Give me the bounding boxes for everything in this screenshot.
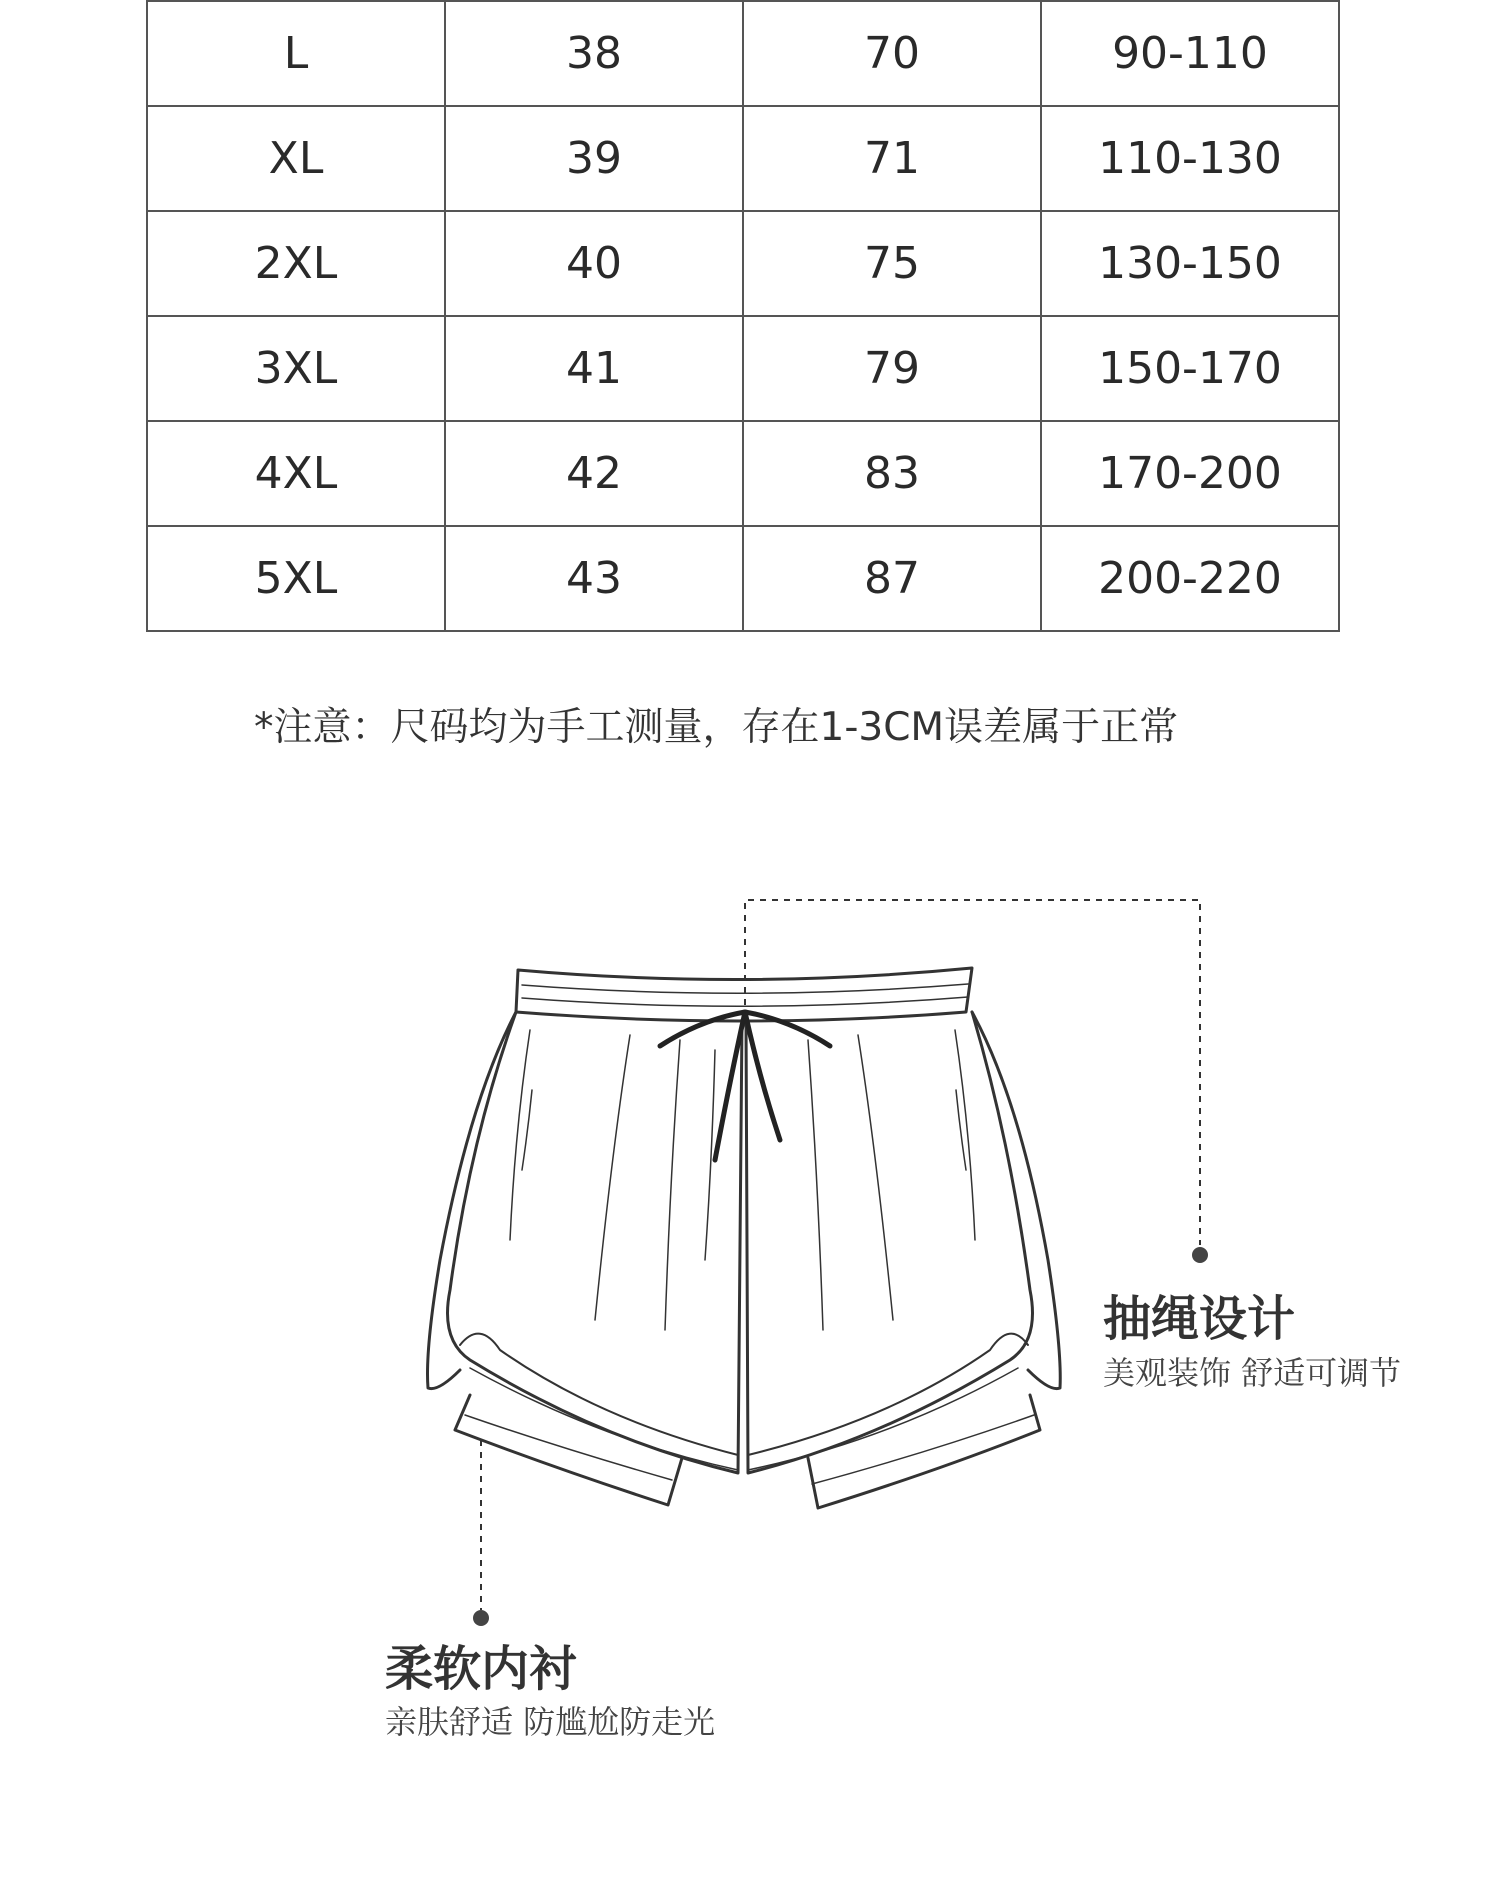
measurement-note: *注意：尺码均为手工测量，存在1-3CM误差属于正常	[254, 705, 1179, 750]
table-row	[147, 316, 1339, 421]
table-cell: 87	[743, 526, 1041, 631]
table-row	[147, 1, 1339, 106]
table-cell: 75	[743, 211, 1041, 316]
drawstring-callout-subtitle: 美观装饰 舒适可调节	[1103, 1354, 1402, 1392]
table-cell-size: 3XL	[147, 316, 445, 421]
table-cell: 200-220	[1041, 526, 1339, 631]
table-cell: 42	[445, 421, 743, 526]
table-cell: 71	[743, 106, 1041, 211]
table-cell: 39	[445, 106, 743, 211]
table-cell-size: 4XL	[147, 421, 445, 526]
table-row	[147, 211, 1339, 316]
table-cell: 170-200	[1041, 421, 1339, 526]
table-cell: 70	[743, 1, 1041, 106]
lining-callout-subtitle: 亲肤舒适 防尴尬防走光	[385, 1703, 716, 1741]
callout-dot-icon	[1192, 1247, 1208, 1263]
table-cell: 90-110	[1041, 1, 1339, 106]
table-cell: 38	[445, 1, 743, 106]
size-table	[146, 0, 1340, 632]
drawstring-callout-title: 抽绳设计	[1103, 1291, 1296, 1347]
table-row	[147, 106, 1339, 211]
table-row	[147, 421, 1339, 526]
table-row	[147, 526, 1339, 631]
table-cell: 110-130	[1041, 106, 1339, 211]
table-cell: 150-170	[1041, 316, 1339, 421]
table-cell: 79	[743, 316, 1041, 421]
table-cell: 130-150	[1041, 211, 1339, 316]
table-cell-size: 5XL	[147, 526, 445, 631]
table-cell: 83	[743, 421, 1041, 526]
lining-callout-title: 柔软内衬	[385, 1641, 578, 1697]
table-cell-size: XL	[147, 106, 445, 211]
table-cell: 43	[445, 526, 743, 631]
table-cell-size: L	[147, 1, 445, 106]
table-cell: 40	[445, 211, 743, 316]
callout-dot-icon	[473, 1610, 489, 1626]
table-cell-size: 2XL	[147, 211, 445, 316]
table-cell: 41	[445, 316, 743, 421]
